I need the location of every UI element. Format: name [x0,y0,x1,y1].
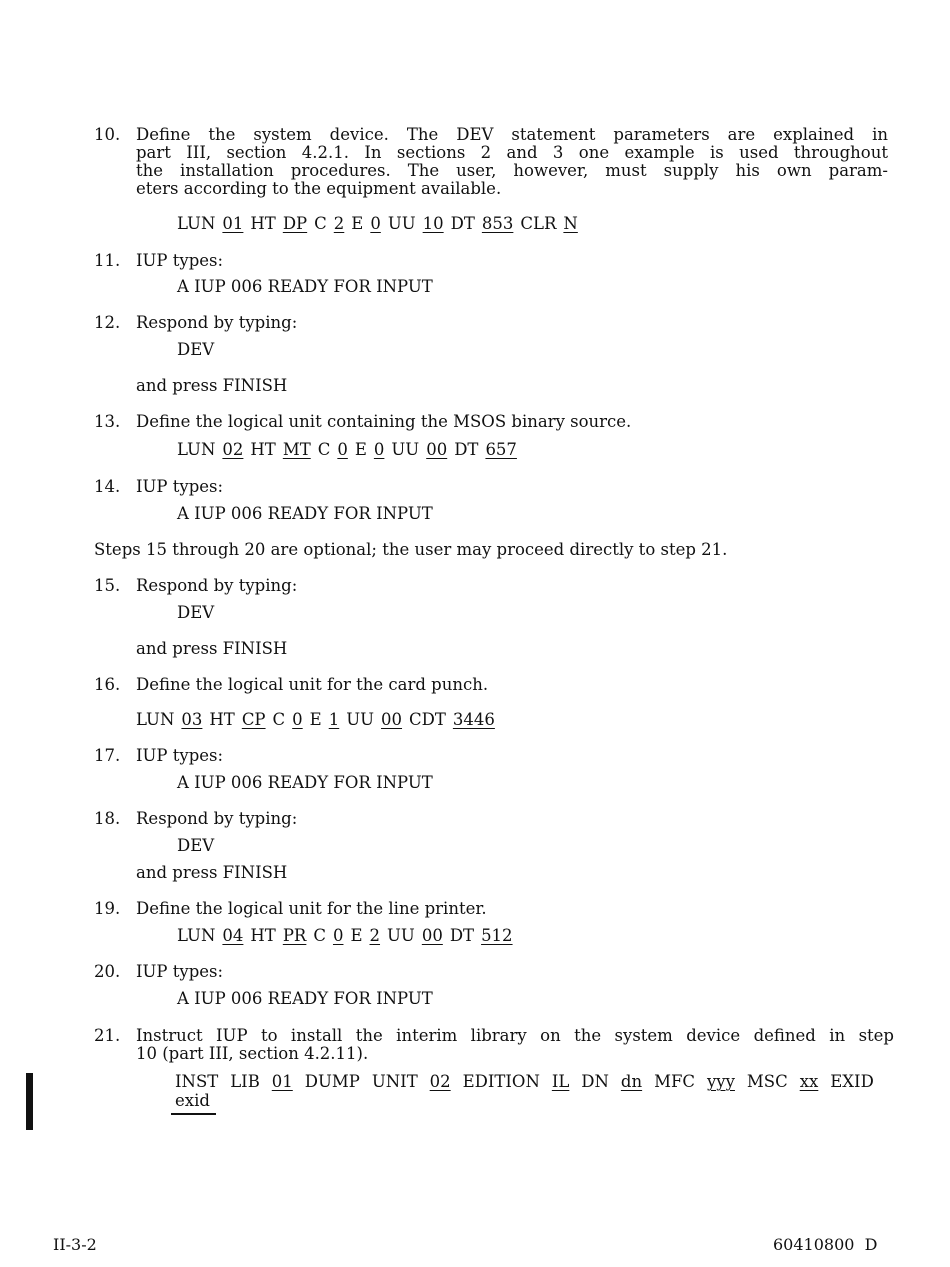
step-text: Respond by typing: [136,576,298,595]
command-keyword: MFC [654,1072,696,1091]
command-keyword: C [313,926,326,945]
command-parameter-value: 2 [369,926,381,945]
command-keyword: E [309,710,322,729]
command-parameter-value: 2 [333,214,345,233]
document-number: 60410800 D [773,1235,878,1254]
command-parameter-value: 1 [328,710,340,729]
command-parameter-value: PR [282,926,307,945]
command-keyword: E [351,214,364,233]
command-line [136,711,495,729]
step-text: IUP types: [136,477,224,496]
command-parameter-value: 657 [485,440,517,459]
command-parameter-value: 01 [271,1072,293,1091]
command-keyword: UNIT [371,1072,418,1091]
step-text: Define the logical unit for the card punch. [136,675,489,694]
step-number: 18. [94,809,121,828]
command-keyword: E [350,926,363,945]
user-input: DEV [177,603,215,622]
step-text-line: part III, section 4.2.1. In sections 2 and 3 one example is used throughout [136,143,888,162]
step-number: 13. [94,412,121,431]
step-text: Define the logical unit for the line printer. [136,899,487,918]
step-number: 20. [94,962,121,981]
command-keyword: CDT [409,710,446,729]
command-line [177,441,517,459]
user-input: DEV [177,340,215,359]
command-keyword: DN [581,1072,609,1091]
user-input: DEV [177,836,215,855]
page-number: II-3-2 [53,1235,97,1254]
system-output: A IUP 006 READY FOR INPUT [177,504,433,523]
command-keyword: DT [450,214,475,233]
continuation-underline [171,1113,216,1115]
command-keyword: DUMP [304,1072,360,1091]
command-keyword: C [314,214,327,233]
system-output: A IUP 006 READY FOR INPUT [177,989,433,1008]
change-bar [26,1073,33,1130]
step-followup: and press FINISH [136,863,288,882]
step-number: 16. [94,675,121,694]
command-parameter-value: yyy [706,1072,735,1091]
step-followup: and press FINISH [136,639,288,658]
command-parameter-value: 3446 [452,710,495,729]
command-parameter-value: 0 [337,440,348,459]
command-keyword: UU [387,926,415,945]
command-keyword: LUN [177,214,216,233]
command-keyword: LUN [177,926,216,945]
command-parameter-value: N [563,214,578,233]
step-number: 15. [94,576,121,595]
command-parameter-value: dn [620,1072,643,1091]
step-text: IUP types: [136,962,224,981]
command-parameter-value: 512 [481,926,513,945]
step-text-line: the installation procedures. The user, however, must supply his own param- [136,161,888,180]
step-text-line: 10 (part III, section 4.2.11). [136,1044,369,1063]
step-text: Respond by typing: [136,313,298,332]
command-keyword: C [317,440,331,459]
command-parameter-value: 00 [381,710,403,729]
command-line [175,1073,874,1091]
system-output: A IUP 006 READY FOR INPUT [177,277,433,296]
command-keyword: E [354,440,367,459]
system-output: A IUP 006 READY FOR INPUT [177,773,433,792]
command-parameter-value: 853 [481,214,514,233]
command-keyword: DT [454,440,479,459]
command-parameter-value: 0 [373,440,385,459]
command-parameter-value: xx [799,1072,819,1091]
command-continuation: exid [175,1091,210,1110]
command-parameter-value: DP [282,214,308,233]
command-keyword: HT [250,440,276,459]
command-line [177,215,578,233]
step-text: Respond by typing: [136,809,298,828]
command-parameter-value: 0 [292,710,303,729]
command-parameter-value: 10 [422,214,444,233]
step-followup: and press FINISH [136,376,288,395]
command-keyword: HT [250,214,276,233]
command-parameter-value: 0 [370,214,381,233]
command-keyword: HT [209,710,235,729]
command-parameter-value: 00 [426,440,448,459]
command-parameter-value: MT [282,440,311,459]
step-number: 12. [94,313,121,332]
command-keyword: UU [346,710,375,729]
command-parameter-value: IL [551,1072,570,1091]
command-keyword: EDITION [462,1072,540,1091]
optional-steps-note: Steps 15 through 20 are optional; the user may proceed directly to step 21. [94,540,728,559]
step-number: 11. [94,251,121,270]
command-parameter-value: 0 [332,926,344,945]
command-line [177,927,513,945]
command-keyword: MSC [746,1072,788,1091]
command-keyword: EXID [830,1072,874,1091]
command-keyword: LIB [230,1072,260,1091]
command-keyword: INST [175,1072,219,1091]
command-parameter-value: CP [241,710,266,729]
command-keyword: LUN [177,440,216,459]
command-keyword: HT [250,926,276,945]
command-keyword: LUN [136,710,175,729]
step-number: 10. [94,125,121,144]
step-text-line: Define the system device. The DEV statement parameters are explained in [136,125,888,144]
command-keyword: UU [391,440,420,459]
step-number: 17. [94,746,121,765]
command-keyword: UU [387,214,416,233]
command-parameter-value: 01 [222,214,244,233]
step-text: IUP types: [136,251,224,270]
step-number: 19. [94,899,121,918]
command-parameter-value: 00 [421,926,443,945]
command-parameter-value: 03 [181,710,203,729]
command-parameter-value: 04 [222,926,244,945]
step-number: 14. [94,477,121,496]
step-text-line: Instruct IUP to install the interim library on the system device defined in step [136,1026,894,1045]
command-keyword: C [272,710,286,729]
command-keyword: DT [449,926,475,945]
step-text: Define the logical unit containing the MSOS binary source. [136,412,632,431]
step-text-line: eters according to the equipment available. [136,179,502,198]
step-text: IUP types: [136,746,224,765]
command-parameter-value: 02 [222,440,244,459]
step-number: 21. [94,1026,121,1045]
command-parameter-value: 02 [429,1072,451,1091]
command-keyword: CLR [520,214,557,233]
